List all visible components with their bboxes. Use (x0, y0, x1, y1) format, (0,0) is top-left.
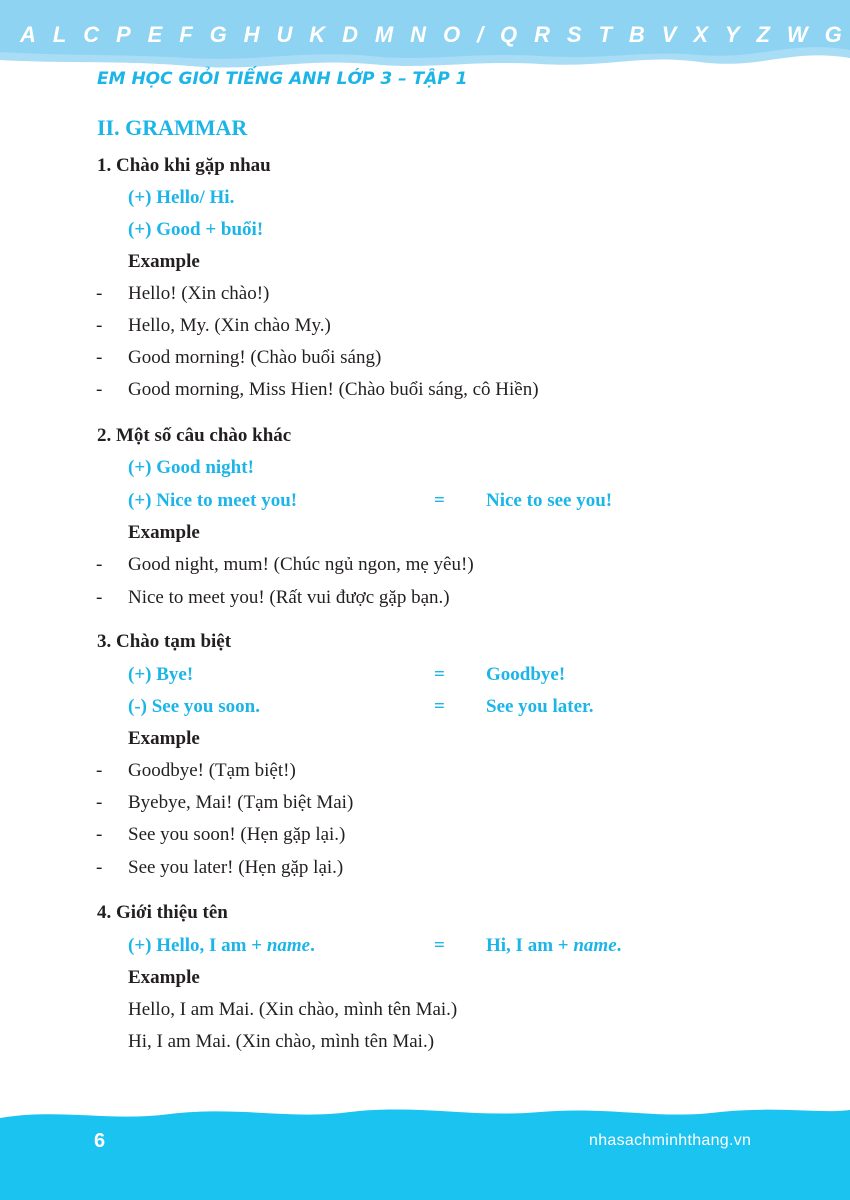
formula-alternative: Nice to see you! (486, 490, 613, 511)
alt-suffix: . (616, 935, 622, 956)
alphabet-letter: W (786, 22, 808, 47)
alphabet-letter: G (824, 22, 842, 47)
alt-prefix: Hi, I am + (486, 935, 574, 956)
example-text: Hi, I am Mai. (Xin chào, mình tên Mai.) (128, 1031, 435, 1052)
formula-alternative (486, 934, 621, 958)
alphabet-letter: M (374, 22, 394, 47)
alphabet-letter: H (243, 22, 260, 47)
alphabet-letter: E (147, 22, 163, 47)
alphabet-letter: P (116, 22, 131, 47)
alphabet-letter: Q (500, 22, 518, 47)
formula-placeholder: name (266, 935, 311, 956)
alphabet-letter: C (83, 22, 100, 47)
formula: (+) Nice to meet you! (128, 490, 298, 511)
alphabet-letter: V (661, 22, 677, 47)
alphabet-letter: U (276, 22, 293, 47)
example-text: Byebye, Mai! (Tạm biệt Mai) (128, 792, 354, 813)
website-url: nhasachminhthang.vn (589, 1132, 752, 1149)
alphabet-letter: F (179, 22, 193, 47)
example-label: Example (128, 728, 200, 749)
example-label: Example (128, 522, 200, 543)
formula (128, 934, 315, 958)
bullet-dash: - (96, 587, 103, 608)
example-label: Example (128, 251, 200, 272)
bullet-dash: - (96, 379, 103, 400)
example-text: See you later! (Hẹn gặp lại.) (128, 857, 344, 878)
section-heading: 4. Giới thiệu tên (97, 902, 228, 923)
alt-placeholder: name (573, 935, 617, 956)
example-text: Hello! (Xin chào!) (128, 283, 270, 304)
formula: (+) Hello/ Hi. (128, 187, 235, 208)
equals-sign: = (434, 490, 445, 511)
alphabet-letter: Y (724, 22, 740, 47)
alphabet-letter: T (598, 22, 612, 47)
alphabet-letter: S (566, 22, 582, 47)
example-text: Hello, I am Mai. (Xin chào, mình tên Mai.) (128, 999, 458, 1020)
alphabet-letter: N (410, 22, 427, 47)
alphabet-letter: X (693, 22, 708, 47)
bullet-dash: - (96, 315, 103, 336)
alphabet-letter: R (534, 22, 550, 47)
bullet-dash: - (96, 554, 103, 575)
bullet-dash: - (96, 760, 103, 781)
formula-prefix: (+) Hello, I am + (128, 935, 267, 956)
bullet-dash: - (96, 824, 103, 845)
example-text: Good morning, Miss Hien! (Chào buổi sáng, cô Hiền) (128, 379, 539, 400)
alphabet-letter: O (442, 22, 461, 47)
alphabet-letter: D (342, 22, 358, 47)
bullet-dash: - (96, 283, 103, 304)
example-label: Example (128, 967, 200, 988)
formula: (-) See you soon. (128, 696, 260, 717)
alphabet-letter: Z (756, 22, 770, 47)
equals-sign: = (434, 696, 445, 717)
example-text: Goodbye! (Tạm biệt!) (128, 760, 296, 781)
example-text: Nice to meet you! (Rất vui được gặp bạn.) (128, 587, 450, 608)
bullet-dash: - (96, 792, 103, 813)
bottom-wave-band (0, 1100, 850, 1200)
formula: (+) Bye! (128, 664, 194, 685)
section-title: II. GRAMMAR (97, 115, 248, 140)
formula-alternative: See you later. (486, 696, 594, 717)
alphabet-letter: B (628, 22, 645, 47)
section-heading: 3. Chào tạm biệt (97, 631, 232, 652)
example-text: Good night, mum! (Chúc ngủ ngon, mẹ yêu!) (128, 554, 474, 575)
formula-suffix: . (310, 935, 315, 956)
alphabet-letter: L (52, 22, 67, 47)
book-title: EM HỌC GIỎI TIẾNG ANH LỚP 3 – TẬP 1 (97, 69, 468, 89)
alphabet-letter: K (309, 22, 326, 47)
equals-sign: = (434, 664, 445, 685)
page-number: 6 (94, 1130, 106, 1152)
alphabet-letter: / (477, 22, 484, 47)
formula: (+) Good + buổi! (128, 219, 264, 240)
formula: (+) Good night! (128, 457, 254, 478)
equals-sign: = (434, 935, 445, 956)
section-heading: 2. Một số câu chào khác (97, 425, 292, 446)
alphabet-letter: G (209, 22, 227, 47)
section-heading: 1. Chào khi gặp nhau (97, 155, 271, 176)
alphabet-letter: A (20, 22, 36, 47)
example-text: Hello, My. (Xin chào My.) (128, 315, 331, 336)
bullet-dash: - (96, 857, 103, 878)
formula-alternative: Goodbye! (486, 664, 566, 685)
bullet-dash: - (96, 347, 103, 368)
example-text: Good morning! (Chào buổi sáng) (128, 347, 382, 368)
example-text: See you soon! (Hẹn gặp lại.) (128, 824, 346, 845)
